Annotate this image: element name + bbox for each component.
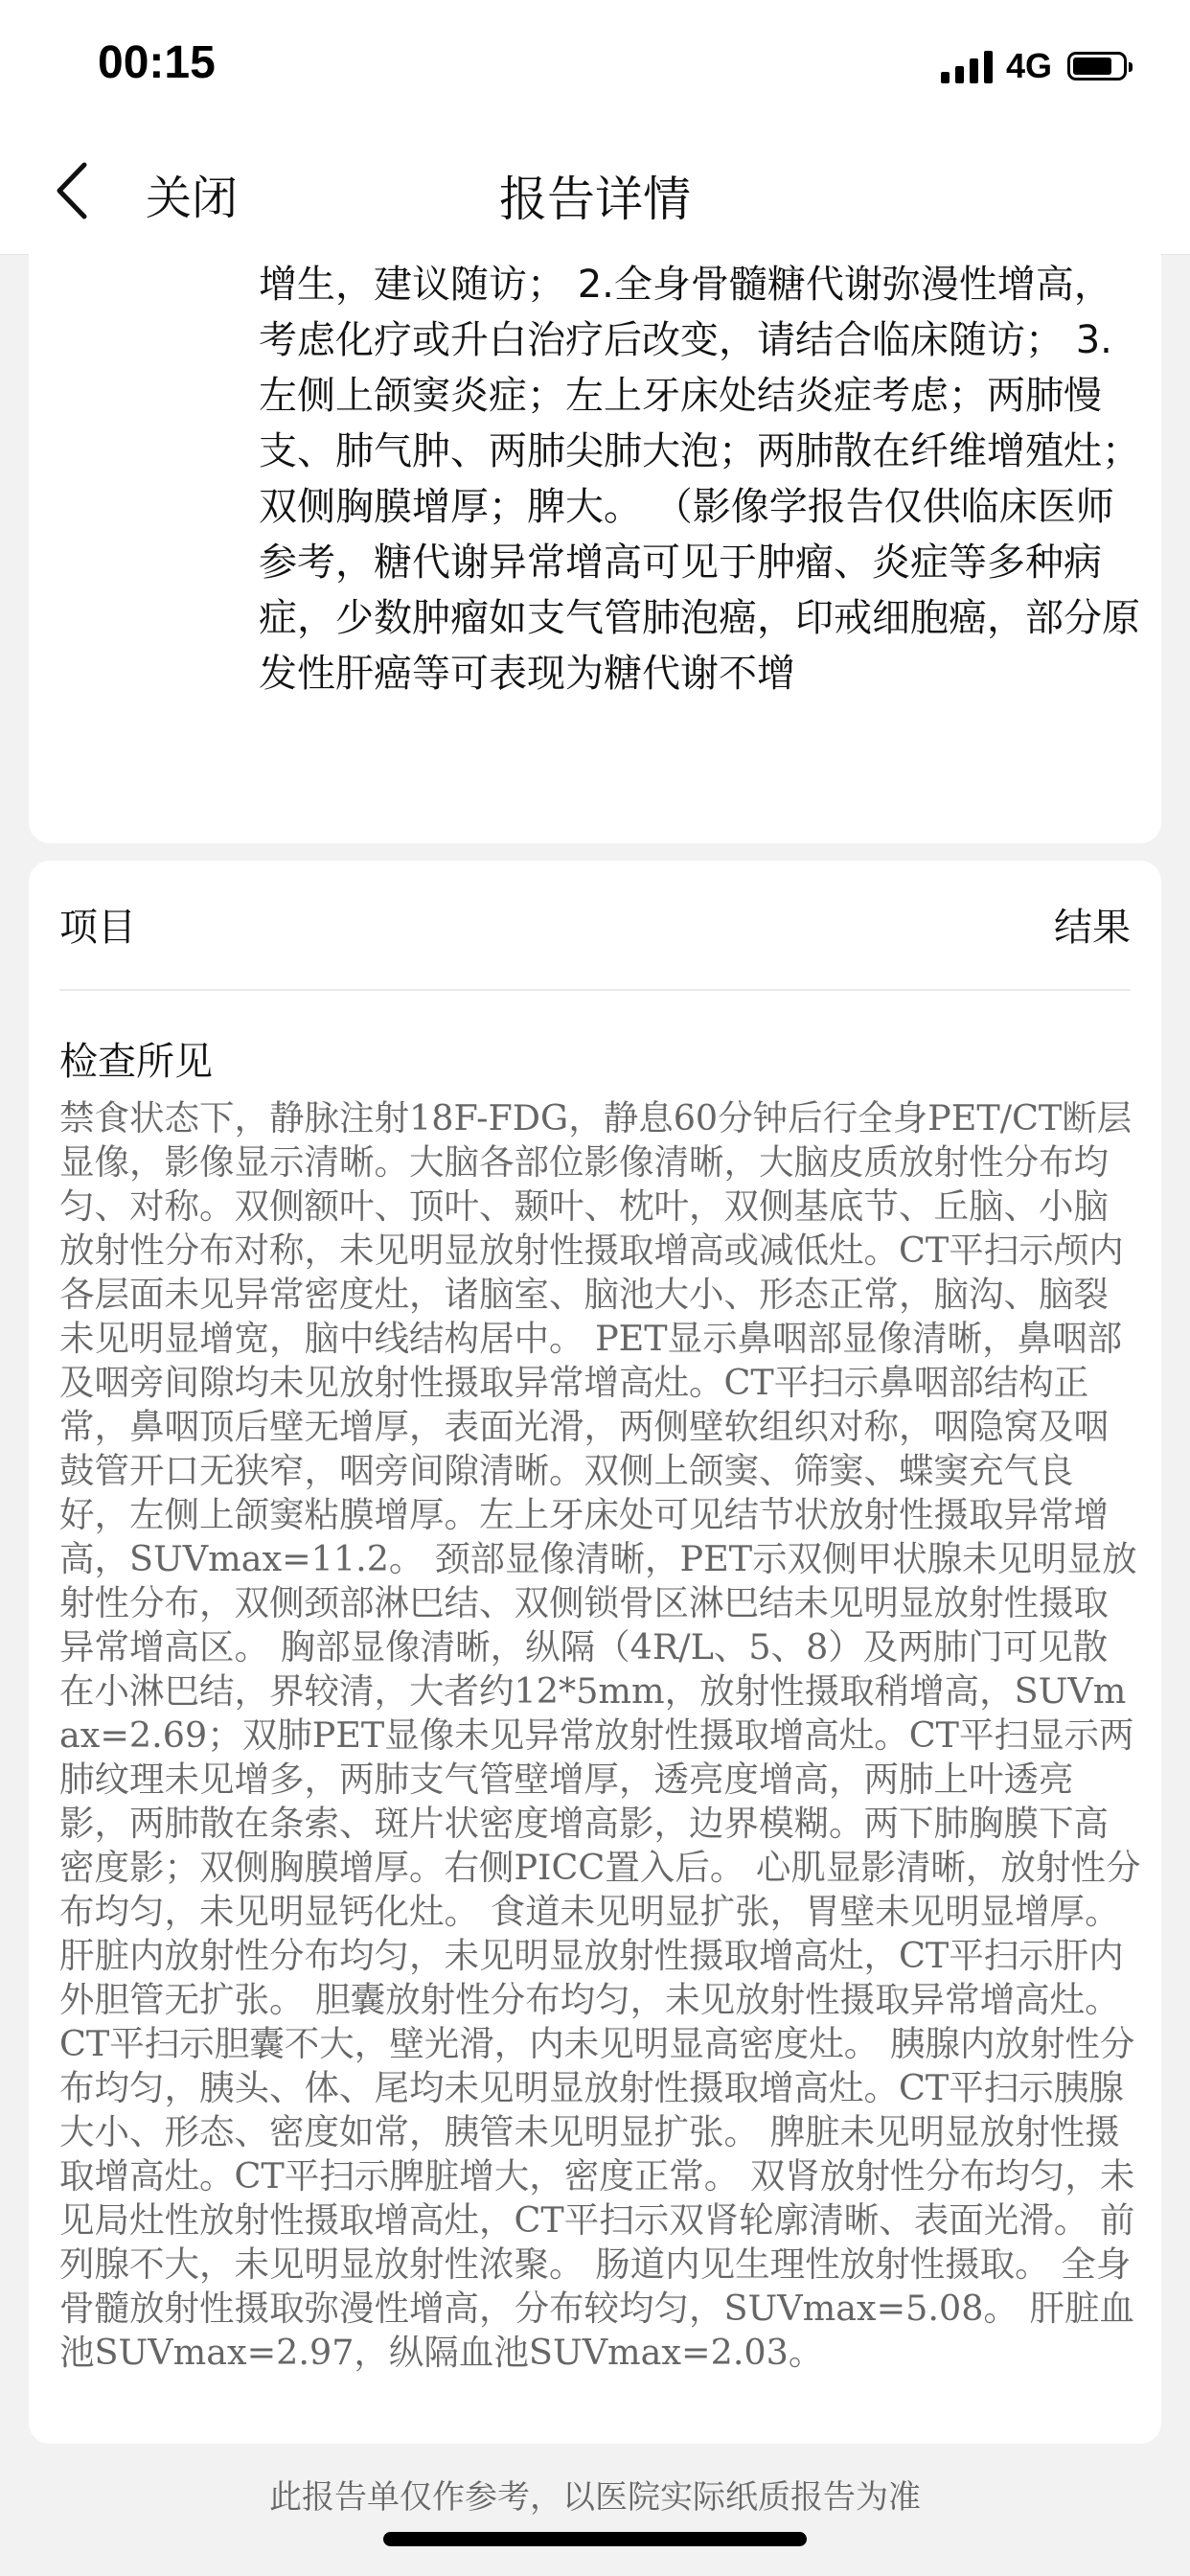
status-icons bbox=[941, 46, 1127, 86]
findings-card bbox=[29, 861, 1161, 2444]
table-header bbox=[59, 897, 1131, 954]
page-title: 报告详情 bbox=[499, 172, 691, 227]
header-item: 项目 bbox=[59, 906, 136, 950]
close-button[interactable]: 关闭 bbox=[146, 172, 239, 225]
conclusion-card bbox=[29, 254, 1161, 843]
status-time: 00:15 bbox=[98, 37, 216, 88]
status-bar bbox=[0, 0, 1190, 144]
header-result: 结果 bbox=[1054, 906, 1131, 950]
findings-text: 禁食状态下，静脉注射18F-FDG，静息60分钟后行全身PET/CT断层显像，影像显示清晰。大脑各部位影像清晰，大脑皮质放射性分布均匀、对称。双侧额叶、顶叶、颞叶、枕叶，双侧基底节、丘脑、小脑放射性分布对称，未见明显放射性摄取增高或减低灶。CT平扫示颅内各层面未见异常密度灶，诸脑室、脑池大小、形态正常，脑沟、脑裂未见明显增宽，脑中线结构居中。 PET显示鼻咽部显像清晰，鼻咽部及咽旁间隙均未见放射性摄取异常增高灶。CT平扫示鼻咽部结构正常，鼻咽顶后壁无增厚，表面光滑，两侧壁软组织对称，咽隐窝及咽鼓管开口无狭窄，咽旁间隙清晰。双侧上颌窦、筛窦、蝶窦充气良好，左侧上颌窦粘膜增厚。左上牙床处可见结节状放射性摄取异常增高，SUVmax=11.2。 颈部显像清晰，PET示双侧甲状腺未见明显放射性分布，双侧颈部淋巴结、双侧锁骨区淋巴结未见明显放射性摄取异常增高区。 胸部显像清晰，纵隔（4R/L、5、8）及两肺门可见散在小淋巴结，界较清，大者约12*5mm，放射性摄取稍增高，SUVmax=2.69；双肺PET显像未见异常放射性摄取增高灶。CT平扫显示两肺纹理未见增多，两肺支气管壁增厚，透亮度增高，两肺上叶透亮影，两肺散在条索、斑片状密度增高影，边界模糊。两下肺胸膜下高密度影；双侧胸膜增厚。右侧PICC置入后。 心肌显影清晰，放射性分布均匀，未见明显钙化灶。 食道未见明显扩张，胃壁未见明显增厚。 肝脏内放射性分布均匀，未见明显放射性摄取增高灶，CT平扫示肝内外胆管无扩张。 胆囊放射性分布均匀，未见放射性摄取异常增高灶。CT平扫示胆囊不大，壁光滑，内未见明显高密度灶。 胰腺内放射性分布均匀，胰头、体、尾均未见明显放射性摄取增高灶。CT平扫示胰腺大小、形态、密度如常，胰管未见明显扩张。 脾脏未见明显放射性摄取增高灶。CT平扫示脾脏增大，密度正常。 双肾放射性分布均匀，未见局灶性放射性摄取增高灶，CT平扫示双肾轮廓清晰、表面光滑。 前列腺不大，未见明显放射性浓聚。 肠道内见生理性放射性摄取。 全身骨髓放射性摄取弥漫性增高，分布较均匀，SUVmax=5.08。 肝脏血池SUVmax=2.97，纵隔血池SUVmax=2.03。 bbox=[59, 1097, 1141, 2373]
divider bbox=[59, 989, 1131, 991]
findings-title: 检查所见 bbox=[59, 1040, 213, 1084]
network-type: 4G bbox=[1005, 46, 1052, 85]
conclusion-text: 增生，建议随访； 2.全身骨髓糖代谢弥漫性增高，考虑化疗或升白治疗后改变，请结合临床随访； 3.左侧上颌窦炎症；左上牙床处结炎症考虑；两肺慢支、肺气肿、两肺尖肺大泡；两肺散在纤维增殖灶；双侧胸膜增厚；脾大。 （影像学报告仅供临床医师参考，糖代谢异常增高可见于肿瘤、炎症等多种病症，少数肿瘤如支气管肺泡癌，印戒细胞癌，部分原发性肝癌等可表现为糖代谢不增 bbox=[259, 263, 1140, 696]
nav-bar bbox=[0, 144, 1190, 255]
footer-note: 此报告单仅作参考，以医院实际纸质报告为准 bbox=[269, 2478, 921, 2517]
home-indicator[interactable] bbox=[383, 2532, 807, 2546]
battery-icon bbox=[1067, 52, 1127, 80]
signal-icon bbox=[941, 49, 993, 83]
